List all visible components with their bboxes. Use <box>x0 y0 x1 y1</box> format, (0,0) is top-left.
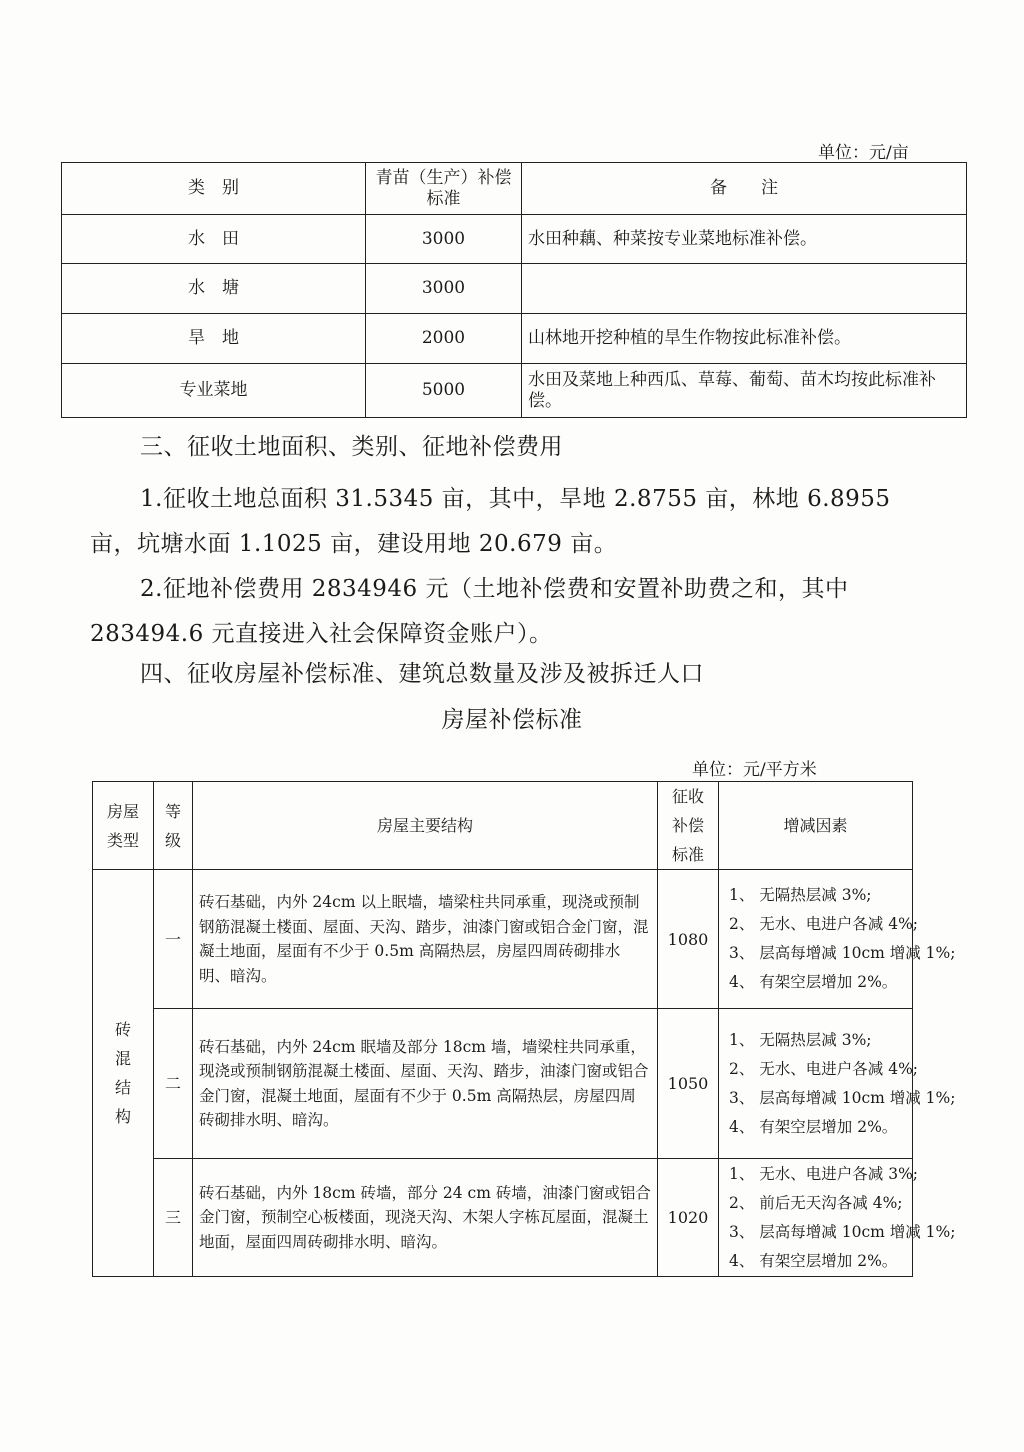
factor-item: 2、 无水、电进户各减 4%; <box>729 915 919 933</box>
row-standard: 5000 <box>366 364 522 418</box>
row-category: 水 田 <box>62 215 366 264</box>
row-grade: 二 <box>154 1009 193 1159</box>
house-compensation-table <box>92 781 956 1277</box>
row-standard: 3000 <box>366 215 522 264</box>
table2-title: 房屋补偿标准 <box>441 707 583 733</box>
table-row <box>93 870 913 1009</box>
row-category: 专业菜地 <box>62 364 366 418</box>
row-note: 水田种藕、种菜按专业菜地标准补偿。 <box>522 215 967 264</box>
table-row <box>62 215 967 264</box>
row-note: 山林地开挖种植的旱生作物按此标准补偿。 <box>522 314 967 364</box>
row-factors <box>719 1009 956 1159</box>
factor-item: 1、 无隔热层减 3%; <box>729 1030 872 1049</box>
factor-item: 4、 有架空层增加 2%。 <box>729 1251 898 1270</box>
row-standard: 1080 <box>658 870 719 1009</box>
table-row <box>62 264 967 314</box>
header-standard: 青苗（生产）补偿标准 <box>366 163 522 215</box>
row-grade: 三 <box>154 1159 193 1277</box>
factor-item: 3、 层高每增减 10cm 增减 1%; <box>729 1088 956 1107</box>
factor-item: 1、 无隔热层减 3%; <box>729 886 872 904</box>
row-note <box>522 264 967 314</box>
header-type: 房屋类型 <box>106 801 139 850</box>
row-note: 水田及菜地上种西瓜、草莓、葡萄、苗木均按此标准补偿。 <box>522 364 967 418</box>
factor-item: 3、 层高每增减 10cm 增减 1%; <box>729 944 956 962</box>
row-structure: 砖石基础，内外 24cm 眠墙及部分 18cm 墙，墙梁柱共同承重，现浇或预制钢筋混凝土楼面、屋面、天沟、踏步，油漆门窗或铝合金门窗，混凝土地面，屋面有不少于 0.5m 高隔热层，房屋四周砖砌排水明、暗沟。 <box>193 1009 658 1159</box>
table-header-row <box>93 782 913 870</box>
row-structure: 砖石基础，内外 18cm 砖墙，部分 24 cm 砖墙，油漆门窗或铝合金门窗，预制空心板楼面，现浇天沟、木架人字栋瓦屋面，混凝土地面，屋面四周砖砌排水明、暗沟。 <box>193 1159 658 1277</box>
row-factors <box>719 870 956 1009</box>
header-factors: 增减因素 <box>719 782 913 870</box>
factor-item: 3、 层高每增减 10cm 增减 1%; <box>729 1222 956 1241</box>
table-row <box>62 364 967 418</box>
header-standard: 征收补偿标准 <box>671 787 704 864</box>
section4-heading: 四、征收房屋补偿标准、建筑总数量及涉及被拆迁人口 <box>140 661 704 687</box>
factor-item: 1、 无水、电进户各减 3%; <box>729 1164 919 1183</box>
table1-unit: 单位：元/亩 <box>818 143 909 163</box>
seedling-compensation-table <box>61 162 967 418</box>
factor-item: 4、 有架空层增加 2%。 <box>729 1117 898 1136</box>
table-row <box>62 314 967 364</box>
row-factors <box>719 1159 956 1277</box>
row-category: 水 塘 <box>62 264 366 314</box>
row-standard: 1050 <box>658 1009 719 1159</box>
header-structure: 房屋主要结构 <box>193 782 658 870</box>
table2-unit: 单位：元/平方米 <box>692 760 817 780</box>
header-grade-cell <box>154 782 193 870</box>
row-category: 旱 地 <box>62 314 366 364</box>
header-note: 备 注 <box>522 163 967 215</box>
house-type: 砖混结构 <box>114 1020 131 1126</box>
table-header-row <box>62 163 967 215</box>
header-standard-cell <box>658 782 719 870</box>
type-cell <box>93 870 154 1277</box>
header-grade: 等级 <box>164 801 181 850</box>
row-standard: 1020 <box>658 1159 719 1277</box>
row-standard: 3000 <box>366 264 522 314</box>
table-row <box>93 1009 913 1159</box>
header-type-cell <box>93 782 154 870</box>
row-standard: 2000 <box>366 314 522 364</box>
row-grade: 一 <box>154 870 193 1009</box>
section3-heading: 三、征收土地面积、类别、征地补偿费用 <box>140 434 563 460</box>
row-structure: 砖石基础，内外 24cm 以上眠墙，墙梁柱共同承重，现浇或预制钢筋混凝土楼面、屋面、天沟、踏步，油漆门窗或铝合金门窗，混凝土地面，屋面有不少于 0.5m 高隔热层，房屋四周砖砌排水明、暗沟。 <box>193 870 658 1009</box>
header-category: 类 别 <box>62 163 366 215</box>
section3-paragraph-1: 1.征收土地总面积 31.5345 亩，其中，旱地 2.8755 亩，林地 6.8955 亩，坑塘水面 1.1025 亩，建设用地 20.679 亩。 <box>90 486 891 557</box>
factor-item: 2、 无水、电进户各减 4%; <box>729 1059 919 1078</box>
factor-item: 4、 有架空层增加 2%。 <box>729 973 898 991</box>
factor-item: 2、 前后无天沟各减 4%; <box>729 1193 903 1212</box>
section3-paragraph-2: 2.征地补偿费用 2834946 元（土地补偿费和安置补助费之和，其中 283494.6 元直接进入社会保障资金账户）。 <box>90 576 849 647</box>
table-row <box>93 1159 913 1277</box>
